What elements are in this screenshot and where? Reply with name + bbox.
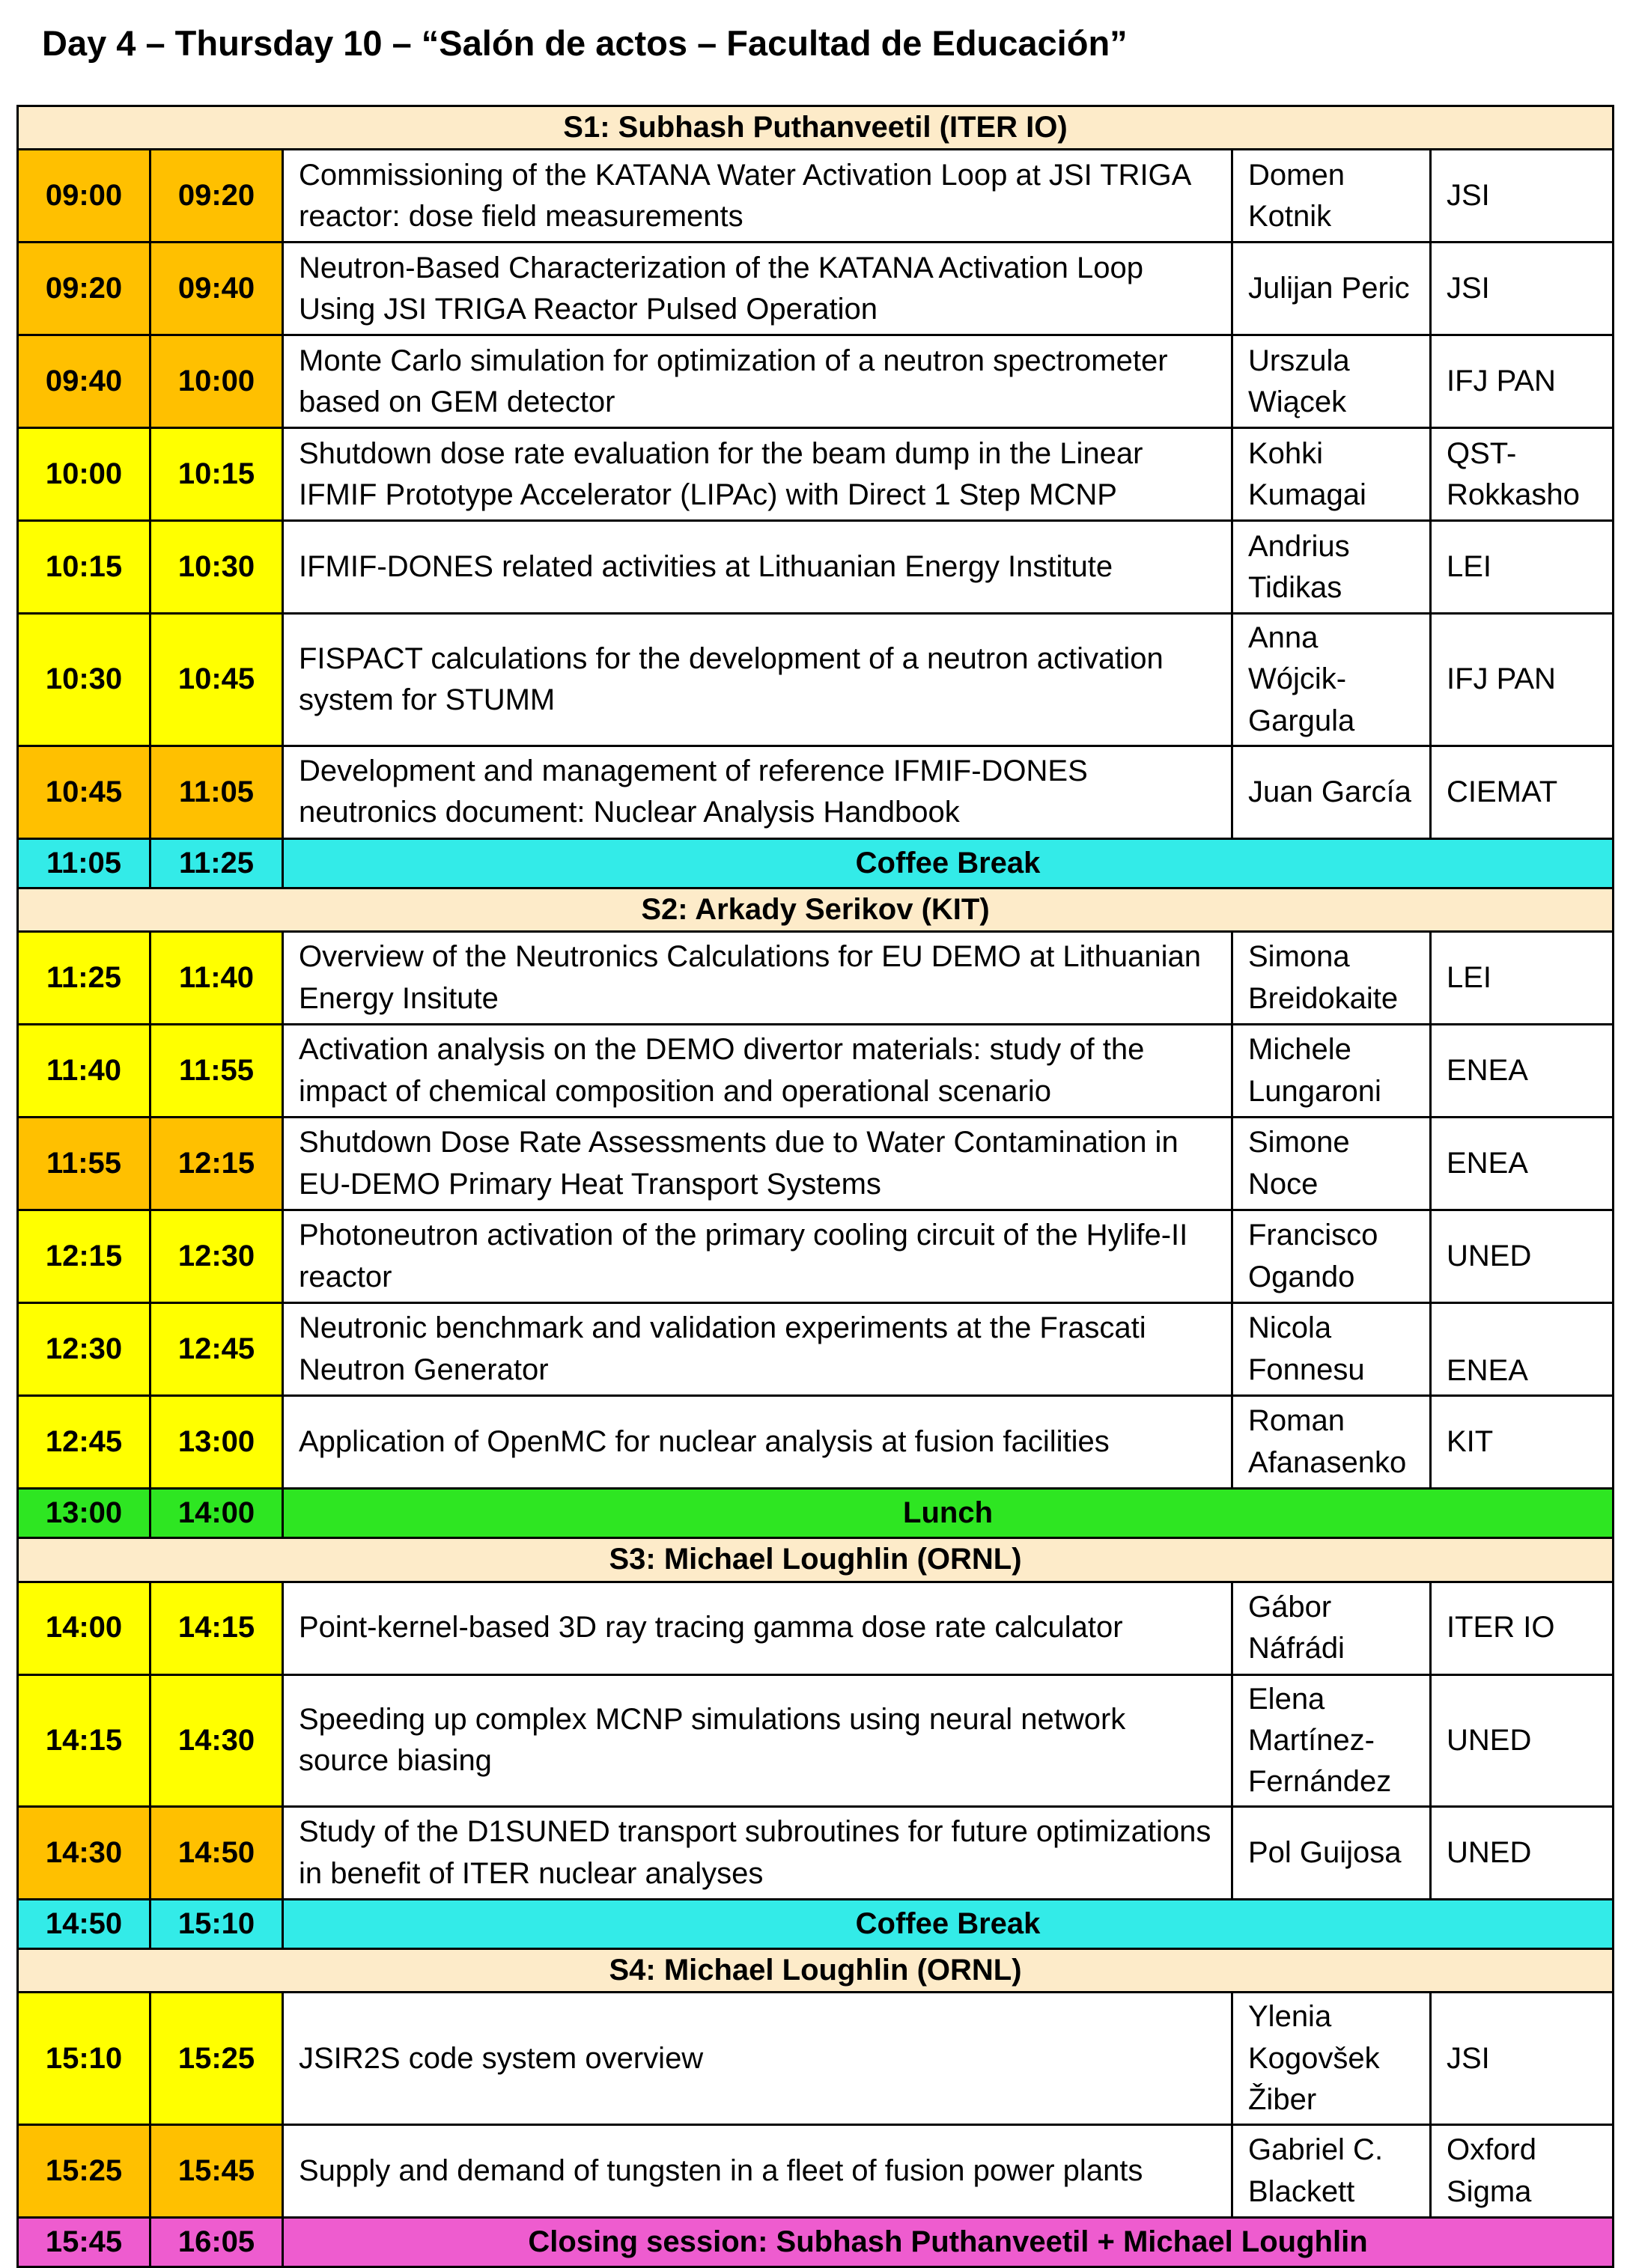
session-chair-label: S4: Michael Loughlin (ORNL): [18, 1949, 1614, 1993]
closing-break-row: [18, 2218, 1614, 2267]
end-time: 10:45: [150, 614, 283, 746]
session-header-row: [18, 1538, 1614, 1582]
affiliation: LEI: [1431, 932, 1614, 1025]
talk-row: [18, 1303, 1614, 1396]
talk-row: [18, 1993, 1614, 2125]
affiliation: UNED: [1431, 1807, 1614, 1900]
speaker-name: Kohki Kumagai: [1232, 428, 1431, 521]
talk-row: [18, 932, 1614, 1025]
talk-title: Speeding up complex MCNP simulations using neural network source biasing: [283, 1674, 1232, 1807]
affiliation: CIEMAT: [1431, 746, 1614, 838]
affiliation: JSI: [1431, 1993, 1614, 2125]
session-header-row: [18, 106, 1614, 150]
start-time: 10:45: [18, 746, 150, 838]
affiliation: UNED: [1431, 1210, 1614, 1303]
speaker-name: Pol Guijosa: [1232, 1807, 1431, 1900]
talk-row: [18, 428, 1614, 521]
start-time: 11:55: [18, 1118, 150, 1210]
talk-row: [18, 1807, 1614, 1900]
talk-title: Application of OpenMC for nuclear analysis at fusion facilities: [283, 1396, 1232, 1489]
start-time: 14:30: [18, 1807, 150, 1900]
end-time: 14:00: [150, 1489, 283, 1538]
talk-row: [18, 1674, 1614, 1807]
end-time: 15:25: [150, 1993, 283, 2125]
talk-row: [18, 1025, 1614, 1118]
session-chair-label: S2: Arkady Serikov (KIT): [18, 888, 1614, 931]
affiliation: ITER IO: [1431, 1582, 1614, 1674]
page-title: Day 4 – Thursday 10 – “Salón de actos – Facultad de Educación”: [42, 23, 1128, 63]
speaker-name: Gábor Náfrádi: [1232, 1582, 1431, 1674]
end-time: 11:05: [150, 746, 283, 838]
end-time: 16:05: [150, 2218, 283, 2267]
start-time: 09:00: [18, 150, 150, 243]
end-time: 11:25: [150, 838, 283, 888]
talk-title: Overview of the Neutronics Calculations for EU DEMO at Lithuanian Energy Insitute: [283, 932, 1232, 1025]
talk-row: [18, 521, 1614, 614]
speaker-name: Anna Wójcik-Gargula: [1232, 614, 1431, 746]
talk-row: [18, 746, 1614, 838]
lunch-break-row: [18, 1489, 1614, 1538]
affiliation: KIT: [1431, 1396, 1614, 1489]
affiliation: ENEA: [1431, 1025, 1614, 1118]
speaker-name: Andrius Tidikas: [1232, 521, 1431, 614]
coffee-label: Coffee Break: [283, 838, 1614, 888]
affiliation: IFJ PAN: [1431, 614, 1614, 746]
session-chair-label: S1: Subhash Puthanveetil (ITER IO): [18, 106, 1614, 150]
coffee-break-row: [18, 1900, 1614, 1949]
start-time: 09:20: [18, 243, 150, 335]
talk-row: [18, 614, 1614, 746]
start-time: 12:15: [18, 1210, 150, 1303]
start-time: 12:45: [18, 1396, 150, 1489]
affiliation: QST-Rokkasho: [1431, 428, 1614, 521]
end-time: 14:50: [150, 1807, 283, 1900]
affiliation: IFJ PAN: [1431, 335, 1614, 428]
end-time: 14:30: [150, 1674, 283, 1807]
session-header-row: [18, 1949, 1614, 1993]
speaker-name: Urszula Wiącek: [1232, 335, 1431, 428]
talk-row: [18, 335, 1614, 428]
start-time: 15:45: [18, 2218, 150, 2267]
talk-title: Monte Carlo simulation for optimization of a neutron spectrometer based on GEM detector: [283, 335, 1232, 428]
talk-title: Photoneutron activation of the primary cooling circuit of the Hylife-II reactor: [283, 1210, 1232, 1303]
talk-row: [18, 1582, 1614, 1674]
speaker-name: Gabriel C. Blackett: [1232, 2125, 1431, 2218]
talk-title: Neutron-Based Characterization of the KATANA Activation Loop Using JSI TRIGA Reactor Pulsed Operation: [283, 243, 1232, 335]
talk-title: Neutronic benchmark and validation experiments at the Frascati Neutron Generator: [283, 1303, 1232, 1396]
affiliation: ENEA: [1431, 1118, 1614, 1210]
talk-row: [18, 1396, 1614, 1489]
talk-row: [18, 150, 1614, 243]
end-time: 15:10: [150, 1900, 283, 1949]
affiliation: JSI: [1431, 150, 1614, 243]
talk-title: Study of the D1SUNED transport subroutines for future optimizations in benefit of ITER nuclear analyses: [283, 1807, 1232, 1900]
talk-title: Commissioning of the KATANA Water Activation Loop at JSI TRIGA reactor: dose field measurements: [283, 150, 1232, 243]
end-time: 09:20: [150, 150, 283, 243]
talk-title: JSIR2S code system overview: [283, 1993, 1232, 2125]
coffee-label: Coffee Break: [283, 1900, 1614, 1949]
speaker-name: Elena Martínez-Fernández: [1232, 1674, 1431, 1807]
talk-title: Supply and demand of tungsten in a fleet of fusion power plants: [283, 2125, 1232, 2218]
start-time: 09:40: [18, 335, 150, 428]
talk-row: [18, 1210, 1614, 1303]
start-time: 10:30: [18, 614, 150, 746]
start-time: 14:15: [18, 1674, 150, 1807]
talk-row: [18, 2125, 1614, 2218]
end-time: 14:15: [150, 1582, 283, 1674]
start-time: 11:25: [18, 932, 150, 1025]
speaker-name: Simone Noce: [1232, 1118, 1431, 1210]
speaker-name: Francisco Ogando: [1232, 1210, 1431, 1303]
start-time: 11:05: [18, 838, 150, 888]
affiliation: LEI: [1431, 521, 1614, 614]
end-time: 12:45: [150, 1303, 283, 1396]
talk-title: Shutdown Dose Rate Assessments due to Water Contamination in EU-DEMO Primary Heat Transport Systems: [283, 1118, 1232, 1210]
coffee-break-row: [18, 838, 1614, 888]
affiliation: ENEA: [1431, 1303, 1614, 1396]
talk-title: IFMIF-DONES related activities at Lithuanian Energy Institute: [283, 521, 1232, 614]
speaker-name: Michele Lungaroni: [1232, 1025, 1431, 1118]
end-time: 10:15: [150, 428, 283, 521]
start-time: 14:00: [18, 1582, 150, 1674]
speaker-name: Roman Afanasenko: [1232, 1396, 1431, 1489]
schedule-table: [16, 105, 1614, 2268]
talk-title: Development and management of reference IFMIF-DONES neutronics document: Nuclear Analysis Handbook: [283, 746, 1232, 838]
end-time: 15:45: [150, 2125, 283, 2218]
end-time: 10:30: [150, 521, 283, 614]
end-time: 10:00: [150, 335, 283, 428]
end-time: 12:30: [150, 1210, 283, 1303]
affiliation: JSI: [1431, 243, 1614, 335]
start-time: 10:00: [18, 428, 150, 521]
lunch-label: Lunch: [283, 1489, 1614, 1538]
talk-row: [18, 243, 1614, 335]
talk-title: FISPACT calculations for the development of a neutron activation system for STUMM: [283, 614, 1232, 746]
speaker-name: Julijan Peric: [1232, 243, 1431, 335]
speaker-name: Nicola Fonnesu: [1232, 1303, 1431, 1396]
talk-title: Point-kernel-based 3D ray tracing gamma dose rate calculator: [283, 1582, 1232, 1674]
talk-title: Shutdown dose rate evaluation for the beam dump in the Linear IFMIF Prototype Accelerator (LIPAc) with Direct 1 Step MCNP: [283, 428, 1232, 521]
speaker-name: Ylenia Kogovšek Žiber: [1232, 1993, 1431, 2125]
affiliation: UNED: [1431, 1674, 1614, 1807]
start-time: 13:00: [18, 1489, 150, 1538]
end-time: 11:55: [150, 1025, 283, 1118]
session-header-row: [18, 888, 1614, 931]
session-chair-label: S3: Michael Loughlin (ORNL): [18, 1538, 1614, 1582]
start-time: 15:25: [18, 2125, 150, 2218]
speaker-name: Simona Breidokaite: [1232, 932, 1431, 1025]
talk-title: Activation analysis on the DEMO divertor materials: study of the impact of chemical composition and operational scenario: [283, 1025, 1232, 1118]
end-time: 12:15: [150, 1118, 283, 1210]
start-time: 12:30: [18, 1303, 150, 1396]
start-time: 11:40: [18, 1025, 150, 1118]
end-time: 11:40: [150, 932, 283, 1025]
end-time: 13:00: [150, 1396, 283, 1489]
speaker-name: Juan García: [1232, 746, 1431, 838]
affiliation: Oxford Sigma: [1431, 2125, 1614, 2218]
start-time: 10:15: [18, 521, 150, 614]
speaker-name: Domen Kotnik: [1232, 150, 1431, 243]
talk-row: [18, 1118, 1614, 1210]
start-time: 14:50: [18, 1900, 150, 1949]
end-time: 09:40: [150, 243, 283, 335]
start-time: 15:10: [18, 1993, 150, 2125]
closing-label: Closing session: Subhash Puthanveetil + Michael Loughlin: [283, 2218, 1614, 2267]
